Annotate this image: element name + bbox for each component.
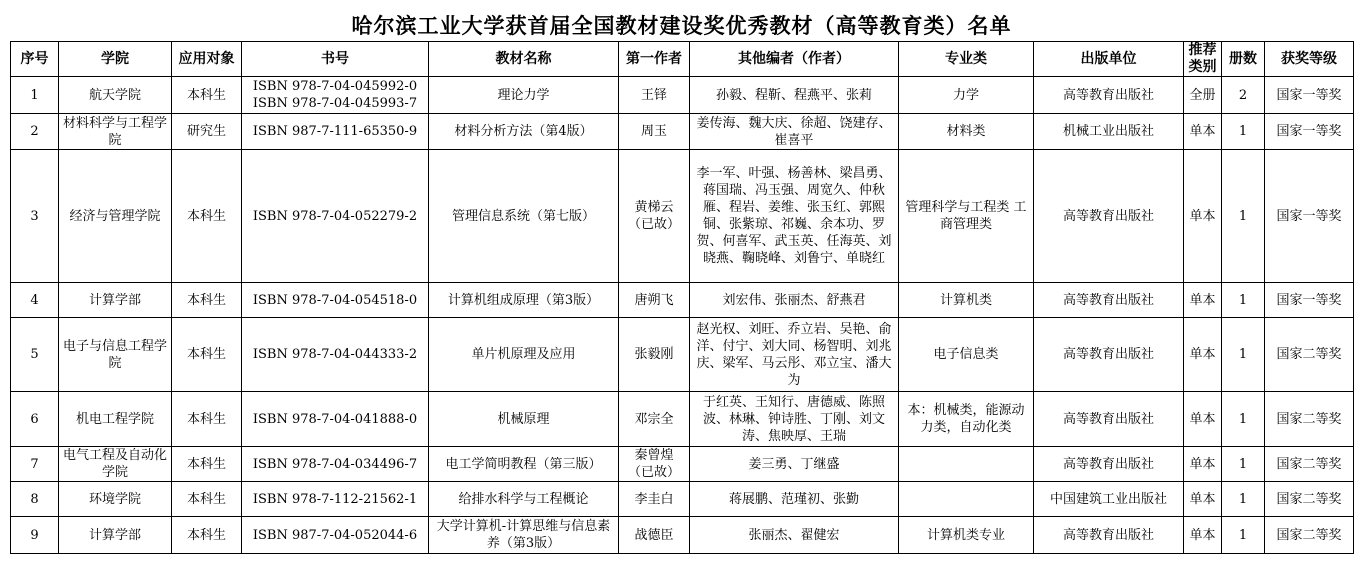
cell-major: 材料类 [899, 114, 1034, 150]
cell-book-name: 单片机原理及应用 [429, 318, 619, 392]
cell-other-authors: 孙毅、程靳、程燕平、张莉 [690, 77, 899, 114]
cell-first-author: 黄梯云（已故） [619, 150, 690, 283]
cell-award: 国家二等奖 [1265, 447, 1354, 482]
table-row [11, 517, 1354, 554]
cell-book-name: 给排水科学与工程概论 [429, 482, 619, 517]
cell-category: 全册 [1184, 77, 1222, 114]
cell-first-author: 李圭白 [619, 482, 690, 517]
header-book-name: 教材名称 [429, 42, 619, 77]
cell-award: 国家一等奖 [1265, 150, 1354, 283]
cell-target: 本科生 [172, 517, 242, 554]
header-first-author: 第一作者 [619, 42, 690, 77]
cell-volumes: 1 [1222, 150, 1265, 283]
table-row [11, 114, 1354, 150]
cell-book-name: 材料分析方法（第4版） [429, 114, 619, 150]
isbn-line: ISBN 978-7-04-041888-0 [252, 411, 418, 427]
cell-category: 单本 [1184, 114, 1222, 150]
cell-book-name: 电工学简明教程（第三版） [429, 447, 619, 482]
cell-publisher: 高等教育出版社 [1034, 318, 1184, 392]
cell-publisher: 机械工业出版社 [1034, 114, 1184, 150]
header-award: 获奖等级 [1265, 42, 1354, 77]
table-body [11, 77, 1354, 554]
cell-no: 4 [11, 283, 59, 318]
cell-publisher: 高等教育出版社 [1034, 517, 1184, 554]
table-row [11, 283, 1354, 318]
cell-other-authors: 于红英、王知行、唐德威、陈照波、林琳、钟诗胜、丁刚、刘文涛、焦映厚、王瑞 [690, 392, 899, 447]
cell-other-authors: 张丽杰、翟健宏 [690, 517, 899, 554]
cell-college: 经济与管理学院 [59, 150, 172, 283]
cell-isbn [242, 114, 429, 150]
cell-other-authors: 刘宏伟、张丽杰、舒燕君 [690, 283, 899, 318]
header-isbn: 书号 [242, 42, 429, 77]
cell-other-authors: 姜传海、魏大庆、徐超、饶建存、崔喜平 [690, 114, 899, 150]
isbn-line: ISBN 978-7-04-034496-7 [252, 456, 418, 472]
cell-no: 6 [11, 392, 59, 447]
table-row [11, 77, 1354, 114]
cell-major: 管理科学与工程类 工商管理类 [899, 150, 1034, 283]
cell-no: 7 [11, 447, 59, 482]
isbn-line: ISBN 978-7-04-045993-7 [252, 96, 418, 111]
header-no: 序号 [11, 42, 59, 77]
cell-other-authors: 姜三勇、丁继盛 [690, 447, 899, 482]
cell-category: 单本 [1184, 482, 1222, 517]
header-college: 学院 [59, 42, 172, 77]
cell-isbn [242, 77, 429, 114]
cell-award: 国家二等奖 [1265, 517, 1354, 554]
cell-major: 本：机械类，能源动力类，自动化类 [899, 392, 1034, 447]
cell-major: 力学 [899, 77, 1034, 114]
isbn-line: ISBN 987-7-04-052044-6 [252, 527, 418, 543]
cell-category: 单本 [1184, 392, 1222, 447]
cell-isbn [242, 447, 429, 482]
cell-college: 计算学部 [59, 283, 172, 318]
header-target: 应用对象 [172, 42, 242, 77]
cell-award: 国家二等奖 [1265, 482, 1354, 517]
cell-target: 本科生 [172, 318, 242, 392]
cell-target: 本科生 [172, 283, 242, 318]
cell-no: 5 [11, 318, 59, 392]
page-title: 哈尔滨工业大学获首届全国教材建设奖优秀教材（高等教育类）名单 [351, 13, 1012, 38]
cell-publisher: 高等教育出版社 [1034, 150, 1184, 283]
cell-isbn [242, 283, 429, 318]
cell-award: 国家二等奖 [1265, 318, 1354, 392]
cell-no: 9 [11, 517, 59, 554]
cell-publisher: 中国建筑工业出版社 [1034, 482, 1184, 517]
cell-first-author: 王铎 [619, 77, 690, 114]
cell-target: 本科生 [172, 392, 242, 447]
cell-college: 机电工程学院 [59, 392, 172, 447]
cell-volumes: 1 [1222, 114, 1265, 150]
cell-college: 电气工程及自动化学院 [59, 447, 172, 482]
cell-category: 单本 [1184, 150, 1222, 283]
isbn-line: ISBN 987-7-111-65350-9 [252, 124, 418, 139]
cell-isbn [242, 392, 429, 447]
cell-first-author: 周玉 [619, 114, 690, 150]
cell-publisher: 高等教育出版社 [1034, 283, 1184, 318]
cell-no: 1 [11, 77, 59, 114]
cell-book-name: 理论力学 [429, 77, 619, 114]
cell-other-authors: 蒋展鹏、范瑾初、张勤 [690, 482, 899, 517]
cell-other-authors: 赵光权、刘旺、乔立岩、吴艳、俞洋、付宁、刘大同、杨智明、刘兆庆、梁军、马云彤、邓立宝、潘大为 [690, 318, 899, 392]
isbn-line: ISBN 978-7-04-045992-0 [252, 79, 418, 94]
cell-book-name: 机械原理 [429, 392, 619, 447]
cell-college: 电子与信息工程学院 [59, 318, 172, 392]
cell-first-author: 张毅刚 [619, 318, 690, 392]
award-table [10, 41, 1354, 554]
isbn-line: ISBN 978-7-112-21562-1 [252, 491, 418, 507]
cell-isbn [242, 150, 429, 283]
cell-book-name: 管理信息系统（第七版） [429, 150, 619, 283]
cell-isbn [242, 318, 429, 392]
cell-volumes: 1 [1222, 318, 1265, 392]
cell-isbn [242, 517, 429, 554]
cell-major: 计算机类专业 [899, 517, 1034, 554]
isbn-line: ISBN 978-7-04-052279-2 [252, 208, 418, 224]
cell-no: 3 [11, 150, 59, 283]
cell-award: 国家二等奖 [1265, 392, 1354, 447]
header-other-authors: 其他编者（作者） [690, 42, 899, 77]
cell-volumes: 2 [1222, 77, 1265, 114]
cell-first-author: 战德臣 [619, 517, 690, 554]
header-major: 专业类 [899, 42, 1034, 77]
cell-major: 计算机类 [899, 283, 1034, 318]
cell-college: 环境学院 [59, 482, 172, 517]
cell-volumes: 1 [1222, 283, 1265, 318]
cell-award: 国家一等奖 [1265, 77, 1354, 114]
cell-category: 单本 [1184, 447, 1222, 482]
cell-target: 本科生 [172, 150, 242, 283]
cell-major [899, 447, 1034, 482]
table-row [11, 482, 1354, 517]
cell-college: 材料科学与工程学院 [59, 114, 172, 150]
cell-book-name: 大学计算机-计算思维与信息素养（第3版） [429, 517, 619, 554]
cell-volumes: 1 [1222, 392, 1265, 447]
cell-publisher: 高等教育出版社 [1034, 392, 1184, 447]
header-volumes: 册数 [1222, 42, 1265, 77]
cell-category: 单本 [1184, 318, 1222, 392]
cell-target: 研究生 [172, 114, 242, 150]
cell-target: 本科生 [172, 77, 242, 114]
table-row [11, 150, 1354, 283]
cell-volumes: 1 [1222, 517, 1265, 554]
cell-first-author: 秦曾煌（已故） [619, 447, 690, 482]
cell-college: 航天学院 [59, 77, 172, 114]
cell-award: 国家一等奖 [1265, 283, 1354, 318]
table-row [11, 318, 1354, 392]
cell-category: 单本 [1184, 517, 1222, 554]
cell-volumes: 1 [1222, 482, 1265, 517]
isbn-line: ISBN 978-7-04-044333-2 [252, 347, 418, 362]
cell-major: 电子信息类 [899, 318, 1034, 392]
cell-no: 8 [11, 482, 59, 517]
isbn-line: ISBN 978-7-04-054518-0 [252, 292, 418, 308]
cell-target: 本科生 [172, 482, 242, 517]
cell-category: 单本 [1184, 283, 1222, 318]
cell-volumes: 1 [1222, 447, 1265, 482]
cell-publisher: 高等教育出版社 [1034, 447, 1184, 482]
cell-publisher: 高等教育出版社 [1034, 77, 1184, 114]
cell-book-name: 计算机组成原理（第3版） [429, 283, 619, 318]
table-header-row [11, 42, 1354, 77]
table-row [11, 447, 1354, 482]
cell-no: 2 [11, 114, 59, 150]
cell-major [899, 482, 1034, 517]
cell-isbn [242, 482, 429, 517]
cell-first-author: 唐朔飞 [619, 283, 690, 318]
cell-award: 国家一等奖 [1265, 114, 1354, 150]
cell-college: 计算学部 [59, 517, 172, 554]
table-row [11, 392, 1354, 447]
cell-target: 本科生 [172, 447, 242, 482]
header-category: 推荐类别 [1184, 42, 1222, 77]
cell-other-authors: 李一军、叶强、杨善林、梁昌勇、蒋国瑞、冯玉强、周宽久、仲秋雁、程岩、姜维、张玉红、郭熙铜、张紫琼、祁巍、余本功、罗贺、何喜军、武玉英、任海英、刘晓燕、鞠晓峰、刘鲁宁、单晓红 [690, 150, 899, 283]
header-publisher: 出版单位 [1034, 42, 1184, 77]
cell-first-author: 邓宗全 [619, 392, 690, 447]
